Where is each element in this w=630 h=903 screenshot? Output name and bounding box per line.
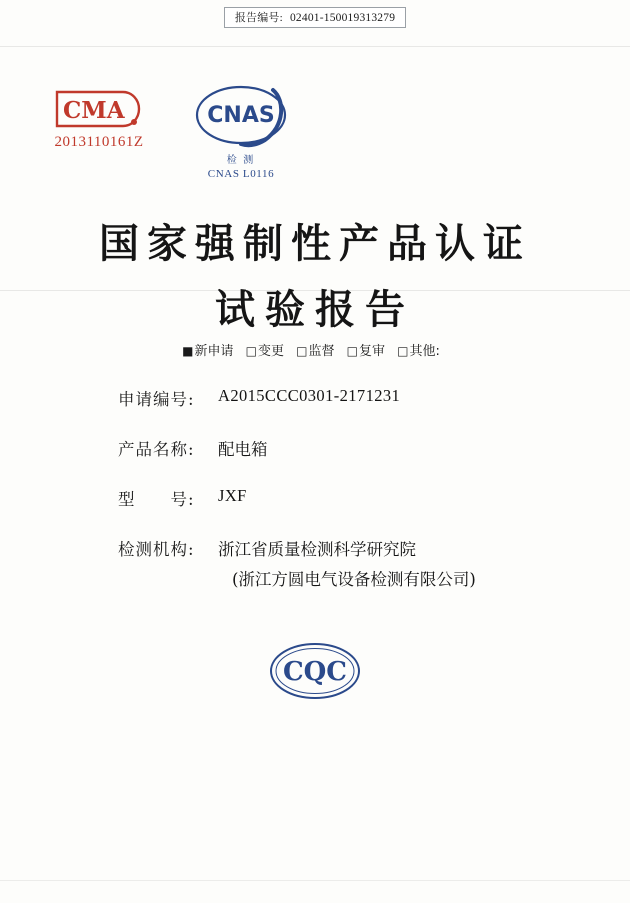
field-value: A2015CCC0301-2171231 bbox=[218, 386, 401, 405]
cma-certificate-number: 2013110161Z bbox=[54, 134, 144, 150]
svg-text:CNAS: CNAS bbox=[207, 103, 275, 128]
scan-line bbox=[0, 46, 630, 47]
page-title: 国家强制性产品认证 bbox=[99, 220, 531, 267]
field-model bbox=[118, 486, 558, 510]
report-number-box bbox=[224, 7, 406, 28]
checkbox-new-application[interactable]: ■ 新申请 bbox=[182, 344, 233, 359]
cnas-block bbox=[176, 82, 306, 180]
field-label: 产品名称: bbox=[118, 440, 195, 459]
page-subtitle: 试验报告 bbox=[215, 286, 415, 333]
cqc-seal bbox=[0, 638, 630, 709]
svg-text:CQC: CQC bbox=[282, 657, 348, 687]
field-value: 配电箱 bbox=[218, 440, 268, 459]
field-label: 申请编号: bbox=[118, 390, 195, 409]
field-value-wrap bbox=[218, 536, 558, 590]
checkbox-supervision[interactable]: □ 监督 bbox=[296, 344, 334, 359]
checkbox-change[interactable]: □ 变更 bbox=[246, 344, 284, 359]
report-number-bar bbox=[0, 6, 630, 28]
field-label: 型 号: bbox=[118, 490, 195, 509]
field-value-secondary: (浙江方圆电气设备检测有限公司) bbox=[232, 570, 476, 589]
report-number-value: 02401-150019313279 bbox=[289, 11, 396, 24]
field-label: 检测机构: bbox=[118, 540, 195, 559]
cma-block bbox=[34, 88, 164, 151]
report-number-label: 报告编号: bbox=[234, 11, 283, 24]
footer-divider bbox=[0, 880, 630, 881]
cnas-subtitle: 检 测 bbox=[226, 155, 256, 166]
cnas-code: CNAS L0116 bbox=[207, 168, 275, 180]
field-value: JXF bbox=[218, 486, 247, 505]
cma-icon bbox=[51, 88, 147, 128]
field-value: 浙江省质量检测科学研究院 bbox=[218, 540, 416, 559]
application-type-row bbox=[0, 340, 630, 359]
certification-marks bbox=[0, 82, 630, 192]
field-product-name bbox=[118, 436, 558, 460]
field-list bbox=[118, 386, 558, 616]
field-application-number bbox=[118, 386, 558, 410]
field-testing-organization bbox=[118, 536, 558, 590]
checkbox-other[interactable]: □ 其他: bbox=[397, 344, 440, 359]
svg-text:CMA: CMA bbox=[63, 97, 125, 124]
checkbox-review[interactable]: □ 复审 bbox=[347, 344, 385, 359]
